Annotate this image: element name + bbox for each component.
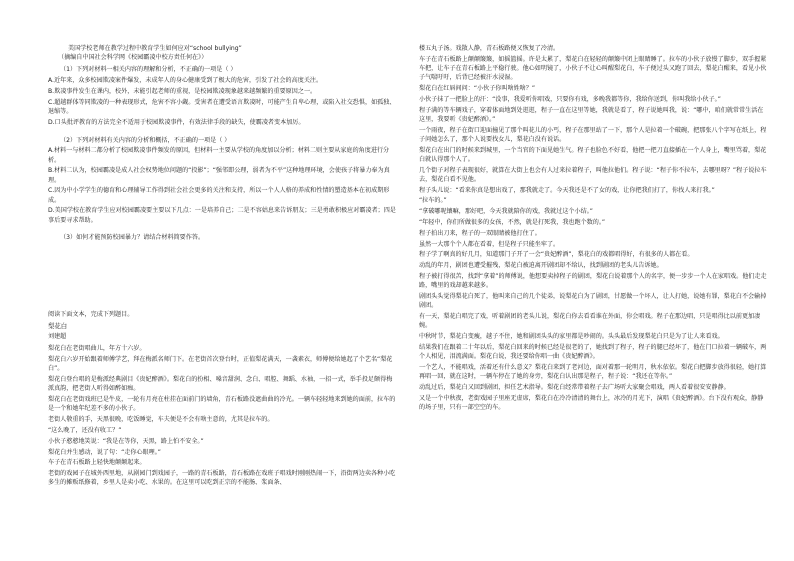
story-paragraph: 车子在青石板路上颠颠簸簸，如摇篮摇。许是太累了，梨花白在轻轻的颠簸中闭上眼睛睡了。拉车的小伙子放慢了脚步，双手握紧车把，让车子在青石板路上平稳行驶。他心如明镜了，小伙子不让心叫醒梨花白，车子便过头又跑了回去，梨花白醒来，看见小伙子气喘吁吁，后背已经被汗水浸湿。 [419, 55, 767, 82]
story-paragraph: 梨花白在出门的时候来到城里，一个当官的下面见她生气。程子也脸色不好看，他把一把刀直接插在一个人身上，嘴里骂着，梨花白就认得那个人了。 [419, 146, 767, 163]
story-paragraph: 梨花白在老街戏班已是牛皮，一轮有月亮在柱挂在面前门的墙角，青石板路没遮曲曲的冷光。一辆车轻轻地来到她的面前，拉车的是一个和她年纪差不多的小伙子。 [48, 396, 396, 413]
story-paragraph: 又是一个中秋夜，老街戏园子里座无虚席，梨花白在冷冷清清的舞台上，冰冷的月光下，演唱《贵妃醉酒》。台下没有观众，静静的场子里，只有一部空空的车。 [419, 394, 764, 411]
story-paragraph: “年轻中，你们所做很多的女孩，不然，就是打死我，我也跑个数的。” [419, 218, 606, 226]
q1-option-c: C.超越群体等同欺凌的一种表现形式，危害不容小觑。受害者在遭受语言欺凌时，可能产生自卑心理，或陷入社交恐惧，如孤独、退缩等。 [48, 98, 396, 115]
story-paragraph: 楼五丸子汤。戏散人静，青石板路便又恢复了冷清。 [419, 45, 560, 52]
material-source: （摘编自中国社会科学网《校园霸凌中校方责任何在》） [58, 54, 208, 62]
q2-option-b: B.材料二认为，校园霸凌是成人社会权势地位问题的“投影”；“强邻即公理，弱者为不平”这种地理环境，会使孩子将暴力奉为真理。 [48, 167, 390, 184]
q2-stem: （2）下列对材料有关内容的分析和概括，不正确的一项是（ ） [60, 136, 231, 144]
material-title: 美国学校老师在教学过程中教育学生如何应对“school bullying” [68, 45, 242, 52]
story-paragraph: 虽然一大那个个人都在看着，但是程子只能坐牢了。 [419, 240, 560, 248]
story-paragraph: 动乱的年月，剧团也遭受摧残，梨花白被迫离开剧团却不给认，找到剧团的老头儿告诉她。 [419, 262, 663, 270]
story-paragraph: 程子被打得很苦，找到“拿着”的师傅说，他想要卖掉程子的剧团，梨花白说着那个人的名字，便一步步一个人在家唱戏。他们走走路，嘴里的戏却越来越多。 [419, 272, 767, 290]
q2-option-c: C.因为中小学学生的德育和心理辅导工作得到社会社会更多的关注和支持，所以一个人人格的养成和性情的塑造基本在初成期形成。 [48, 187, 390, 204]
story-author: 刘建超 [48, 333, 67, 341]
story-paragraph: 老街人敬重的手，天黑很晚，吃饭睡觉，车夫便是不会有啥主意的，尤其是拉车的。 [48, 416, 274, 424]
story-paragraph: 车子在青石板路上轻快地颠颠起来。 [48, 459, 146, 467]
q1-option-b: B.欺凌事件发生在课内，校外，未能引起老师的重视，是校园欺凌现象越来越频繁的重要原因之一。 [48, 88, 317, 95]
story-paragraph: 梨花白登台唱的是梅派经典剧目《贵妃醉酒》。梨花白的扮相、嗓音甜润、念白、唱腔、舞蹈、水袖，一招一式，举手投足颇得梅派真韵，把老街人听得如醉如痴。 [48, 376, 393, 393]
story-paragraph: 梨花白并生感动，说了句：“走你心眼哩。” [48, 448, 161, 456]
story-paragraph: 程子拍出刀来，程子的一双眼睛被他打住了。 [419, 229, 541, 237]
q1-stem: （1）下列对材料一相关内容的理解和分析，不正确的一项是（ ） [60, 66, 237, 74]
story-paragraph: 程子满的等车辆戏子，穿着体面地到处逛逛，程子一直在这里等她，我就是看了，程子说她叫我，说：“哪中，咱们就常常生活在这里，我要听《贵妃醉酒》。” [419, 106, 764, 123]
q3-stem: （3）如何才能预防校园暴力？请结合材料简要作答。 [60, 234, 205, 242]
story-paragraph: “拉车的。” [419, 197, 447, 205]
q1-option-a: A.近年来，众多校园欺凌案件爆发，未成年人的身心健康受到了极大的危害，引发了社会的高度关注。 [48, 77, 323, 85]
right-column [419, 44, 767, 414]
story-paragraph: “这么晚了，还没有收工？” [48, 426, 122, 434]
q1-option-d: D.口头批评教育的方法完全不适用于校园欺凌事件，有效法律手段的缺失，使霸凌者变本加厉。 [48, 118, 305, 126]
story-paragraph: 几个街子对程子表现很好，就算在大街上也会有人过来拉着程子，叫他拉他们。程子说：“程子你不拉车，去哪里呀？”程子说拉车去，梨花白看不见他。 [419, 166, 767, 183]
left-column [48, 44, 396, 489]
story-paragraph: 梨花白六岁开始跟着师傅学艺，拜在梅派名师门下。在老街首次登台时，正值梨花满天，一袭素衣，师傅便给她起了个艺名“梨花白”。 [48, 356, 393, 373]
story-paragraph: 一个艺人，不能唱戏，活着还有什么意义？梨花白来到了老河边，面对着那一轮明月，秋水依依。梨花白把脚步放得很轻，她打算再唱一回，就在这时，一辆车停在了她的身旁，梨花白认出那是程子，程子说：“我还在等你。” [419, 363, 767, 380]
story-paragraph: 小伙子抹了一把脸上的汗：“没事，我爱听你唱戏，只要你有戏，多晚我都等你，我给你送到，你叫我给小伙子。” [419, 95, 721, 103]
q2-option-a: A.材料一与材料二都分析了校园欺凌事件频发的原因，但材料一主要从学校的角度加以分析；材料二则主要从家庭的角度进行分析。 [48, 147, 390, 164]
story-paragraph: 小伙子憨憨地笑说：“我是在等你，天黑，路上怕不安全。” [48, 437, 204, 445]
story-paragraph: 梨花白在红唇间问：“小伙子你叫啥姓啥？” [419, 85, 536, 92]
story-paragraph: 结果我们在跟着二十年以后，梨花白回来的时候已经是很老的了，她找到了程子，程子的腿已经坏了，他在门口拉着一辆破车，两个人相见，泪流满面。梨花白说，我还要给你唱一曲《贵妃醉酒》。 [419, 343, 767, 360]
story-paragraph: 程子头儿说：“看来你真是想出戏了，那我就走了。今天我还是不了女的戏，让你把我们打了，你找人来打我。” [419, 186, 715, 194]
story-paragraph: 中秋时节，梨花白变瘦，越子不住，她和剧团头头的家里都是吵闹的。头头最后发现梨花白只是为了让人来看戏。 [419, 332, 724, 340]
story-paragraph: 程子学了啊真的好几月，知道那门子开了一会“贵妃醉酒”，梨花白的戏都唱得好，有很多的人都在看。 [419, 251, 694, 259]
story-paragraph: 老街的戏园子在城外西里地，从剧园门到戏园子，一路的青石板路，青石板路在戏班子唱戏时刚刚热闹一下，沿街两边卖各种小吃多生的摊贩纸修着，乡里人是卖小吃、水果的。在这里可以吃到正宗的不能肠、浆面条、 [48, 470, 396, 487]
story-paragraph: 剧团头头觉得梨花白死了，他叫来自己的几个徒弟，说梨花白为了剧团，甘愿做一个坏人，让人打她，说她有罪，梨花白不会输掉剧团。 [419, 292, 767, 310]
story-paragraph: 一个雨夜，程子在街口迎面撞见了那个叫花儿的小丐，程子在那里站了一下，那个人是拉着一个破碗，把那张八个字写在纸上，程子问她怎么了，那个人说要找女儿，梨花白没有说话。 [419, 126, 767, 143]
story-paragraph: 有一天，梨花白唱完了戏，听着剧团的老头儿说，梨花白你去看看谁在外面，你会唱戏。程子在那边唱，只是唱得比以前更加凄婉。 [419, 312, 761, 330]
reading-instruction: 阅读下面文本，完成下列题目。 [48, 311, 134, 319]
story-title: 梨花白 [48, 322, 68, 331]
story-paragraph: 动乱过后，梨花白又回到剧团，担任艺术指导。梨花白经常带着程子去广场听大家聚会唱戏，两人看着很安安静静。 [419, 383, 730, 391]
story-paragraph: “拿破哪呢镶嘛，那好吧，今天我就陪你的戏，我就过这个小结。” [419, 208, 593, 216]
q2-option-d: D.美国学校在教育学生应对校园霸凌要主要以下几点：一是培养自己；二是不容姑息来告诉朋友；三是勇敢积极应对霸凌者；四是事后要寻求帮助。 [48, 207, 396, 224]
story-paragraph: 梨花白在老街唱曲儿，年方十六岁。 [48, 345, 146, 353]
